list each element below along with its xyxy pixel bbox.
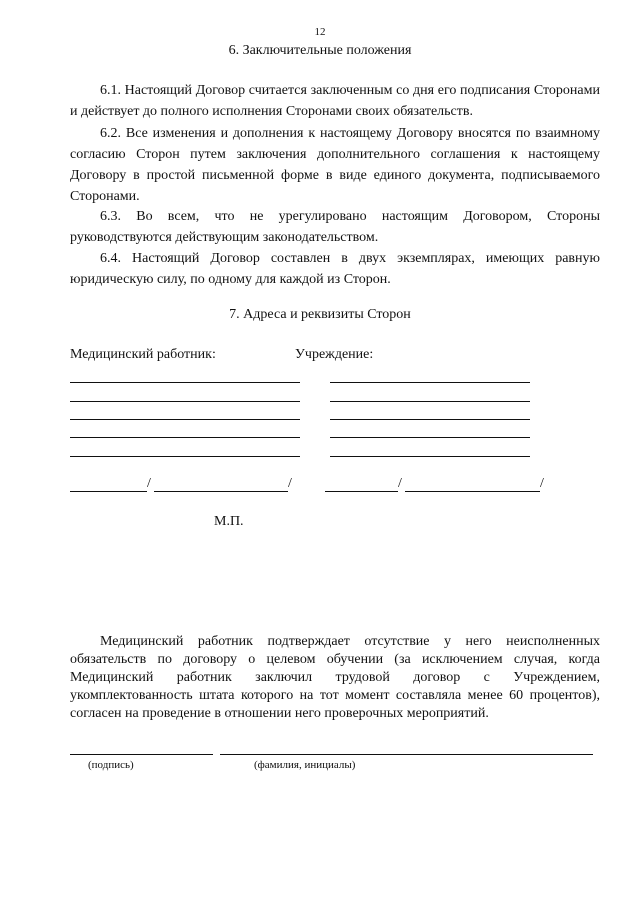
confirmation-paragraph: Медицинский работник подтверждает отсутствие у него неисполненных обязательств по договору о целевом обучении (за исключением случая, когда Медицинский работник заключил трудовой договор с Учреждением, укомплектованность штата которого на тот момент составляла менее 60 процентов), согласен на проведение в отношении него проверочных мероприятий. [70, 634, 600, 721]
confirmation-signature-line [70, 754, 213, 755]
institution-label: Учреждение: [295, 347, 374, 362]
institution-requisites-line [330, 382, 530, 383]
medical-worker-signature-line [70, 491, 147, 492]
signature-slash: / [540, 476, 544, 491]
institution-requisites-line [330, 456, 530, 457]
section-6-title: 6. Заключительные положения [228, 43, 412, 58]
paragraph-6-4: 6.4. Настоящий Договор составлен в двух экземплярах, имеющих равную юридическую силу, по одному для каждой из Сторон. [70, 251, 600, 287]
signature-slash: / [398, 476, 402, 491]
medical-worker-label: Медицинский работник: [70, 347, 216, 362]
signature-caption: (подпись) [88, 759, 134, 771]
institution-requisites-line [330, 437, 530, 438]
name-caption: (фамилия, инициалы) [254, 759, 356, 771]
medical-worker-requisites-line [70, 401, 300, 402]
section-7-title: 7. Адреса и реквизиты Сторон [229, 307, 411, 322]
confirmation-name-line [220, 754, 593, 755]
medical-worker-requisites-line [70, 456, 300, 457]
medical-worker-requisites-line [70, 419, 300, 420]
signature-slash: / [147, 476, 151, 491]
medical-worker-requisites-line [70, 382, 300, 383]
stamp-place: М.П. [214, 514, 244, 529]
signature-slash: / [288, 476, 292, 491]
institution-signature-line [325, 491, 398, 492]
institution-requisites-line [330, 401, 530, 402]
paragraph-6-2: 6.2. Все изменения и дополнения к настоящему Договору вносятся по взаимному согласию Сторон путем заключения дополнительного соглашения к настоящему Договору в простой письменной форме в виде единого документа, подписываемого Сторонами. [70, 126, 600, 204]
medical-worker-name-line [154, 491, 288, 492]
paragraph-6-1: 6.1. Настоящий Договор считается заключенным со дня его подписания Сторонами и действует до полного исполнения Сторонами своих обязательств. [70, 83, 600, 119]
institution-name-line [405, 491, 540, 492]
page-number: 12 [314, 26, 326, 38]
medical-worker-requisites-line [70, 437, 300, 438]
institution-requisites-line [330, 419, 530, 420]
paragraph-6-3: 6.3. Во всем, что не урегулировано настоящим Договором, Стороны руководствуются действующим законодательством. [70, 209, 600, 245]
